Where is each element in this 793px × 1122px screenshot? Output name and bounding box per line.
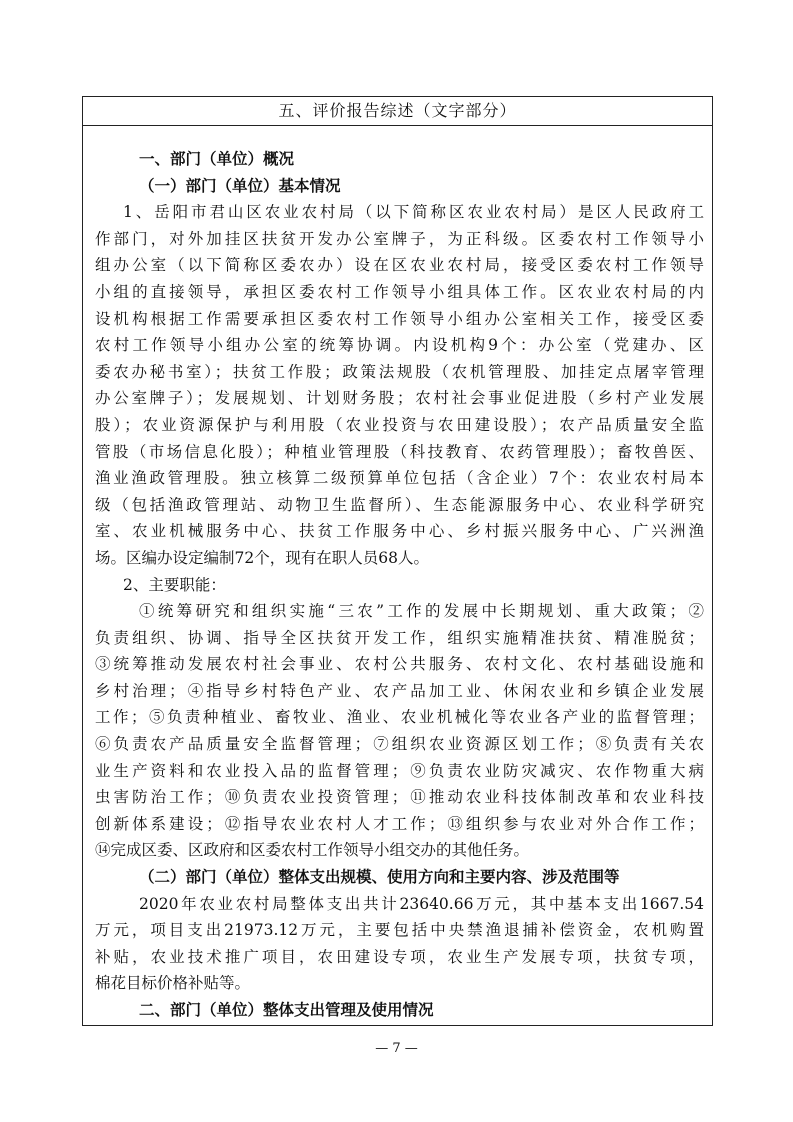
text-line: ⑭完成区委、区政府和区委农村工作领导小组交办的其他任务。: [95, 841, 530, 860]
text-line: 场。区编办设定编制72个，现有在职人员68人。: [95, 548, 429, 567]
text-line: 小组的直接领导，承担区委农村工作领导小组具体工作。区农业农村局的内: [95, 282, 704, 301]
report-table: [82, 96, 713, 1026]
text-line: 股）；农业资源保护与利用股（农业投资与农田建设股）；农产品质量安全监: [95, 415, 704, 434]
text-line: 负责组织、协调、指导全区扶贫开发工作，组织实施精准扶贫、精准脱贫；: [95, 628, 704, 647]
text-line: 工作；⑤负责种植业、畜牧业、渔业、农业机械化等农业各产业的监督管理；: [95, 708, 704, 727]
text-line: 级（包括渔政管理站、动物卫生监督所）、生态能源服务中心、农业科学研究: [95, 495, 704, 514]
text-line: 设机构根据工作需要承担区委农村工作领导小组办公室相关工作，接受区委: [95, 309, 704, 328]
text-line: 补贴，农业技术推广项目，农田建设专项，农业生产发展专项，扶贫专项，: [95, 947, 704, 966]
paragraph-expense: [95, 891, 704, 997]
text-line: 农村工作领导小组办公室的统筹协调。内设机构9个：办公室（党建办、区: [95, 336, 704, 355]
paragraph-main-functions: [95, 598, 704, 864]
text-line: ③统筹推动发展农村社会事业、农村公共服务、农村文化、农村基础设施和: [95, 655, 704, 674]
text-line: 乡村治理；④指导乡村特色产业、农产品加工业、休闲农业和乡镇企业发展: [95, 681, 704, 700]
section-title: 五、评价报告综述（文字部分）: [83, 97, 712, 126]
text-line: 业生产资料和农业投入品的监督管理；⑨负责农业防灾减灾、农作物重大病: [95, 761, 704, 780]
text-line: 棉花目标价格补贴等。: [95, 974, 251, 993]
heading-management: 二、部门（单位）整体支出管理及使用情况: [139, 1000, 434, 1019]
text-line: ⑥负责农产品质量安全监督管理；⑦组织农业资源区划工作；⑧负责有关农: [95, 735, 704, 754]
page-number: — 7 —: [375, 1041, 418, 1056]
text-line: 作部门，对外加挂区扶贫开发办公室牌子，为正科级。区委农村工作领导小: [95, 229, 704, 248]
heading-expense-scale: （二）部门（单位）整体支出规模、使用方向和主要内容、涉及范围等: [139, 867, 620, 887]
text-line: 组办公室（以下简称区委农办）设在区农业农村局，接受区委农村工作领导: [95, 256, 704, 275]
text-line: 创新体系建设；⑫指导农业农村人才工作；⑬组织参与农业对外合作工作；: [95, 814, 704, 833]
paragraph-basic-info: [95, 199, 704, 571]
text-line: 室、农业机械服务中心、扶贫工作服务中心、乡村振兴服务中心、广兴洲渔: [95, 522, 704, 541]
text-line: 1、岳阳市君山区农业农村局（以下简称区农业农村局）是区人民政府工: [123, 203, 704, 222]
heading-basic-info: （一）部门（单位）基本情况: [139, 175, 341, 195]
text-line: ①统筹研究和组织实施“三农”工作的发展中长期规划、重大政策；②: [139, 602, 704, 621]
main-functions-label: 2、主要职能：: [123, 575, 226, 594]
text-line: 委农办秘书室）；扶贫工作股；政策法规股（农机管理股、加挂定点屠宰管理: [95, 362, 704, 381]
text-line: 万元，项目支出21973.12万元，主要包括中央禁渔退捕补偿资金，农机购置: [95, 921, 704, 940]
text-line: 管股（市场信息化股）；种植业管理股（科技教育、农药管理股）；畜牧兽医、: [95, 442, 704, 461]
text-line: 虫害防治工作；⑩负责农业投资管理；⑪推动农业科技体制改革和农业科技: [95, 788, 704, 807]
report-body: [83, 146, 712, 1024]
text-line: 办公室牌子）；发展规划、计划财务股；农村社会事业促进股（乡村产业发展: [95, 389, 704, 408]
heading-overview: 一、部门（单位）概况: [139, 149, 295, 168]
text-line: 渔业渔政管理股。独立核算二级预算单位包括（含企业）7个：农业农村局本: [95, 469, 704, 488]
text-line: 2020年农业农村局整体支出共计23640.66万元，其中基本支出1667.54: [139, 894, 704, 913]
